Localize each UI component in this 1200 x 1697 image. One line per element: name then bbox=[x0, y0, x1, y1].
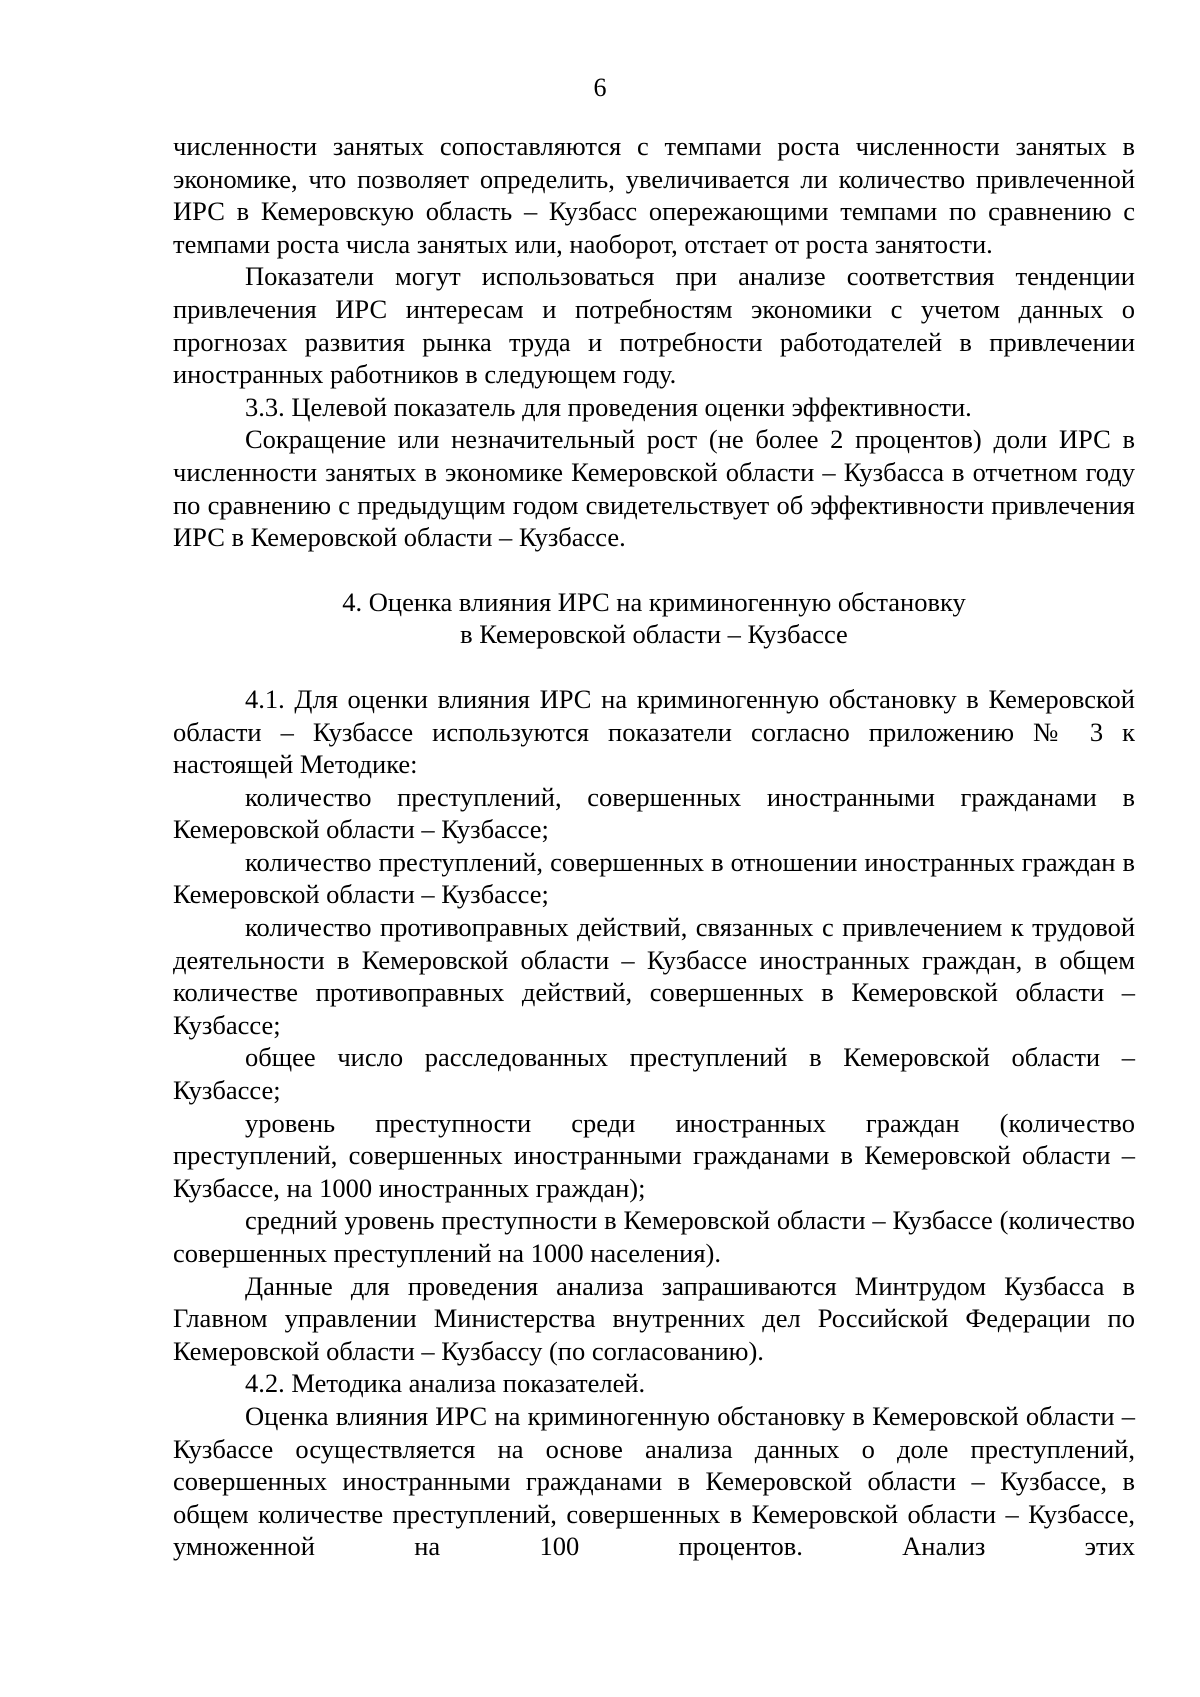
paragraph: 3.3. Целевой показатель для проведения оценки эффективности. bbox=[245, 391, 972, 422]
section-heading-line-2: в Кемеровской области – Кузбассе bbox=[460, 619, 848, 650]
paragraph: количество преступлений, совершенных в отношении иностранных граждан в Кемеровской области – Кузбассе; bbox=[173, 846, 1135, 910]
paragraph: количество преступлений, совершенных иностранными гражданами в Кемеровской области – Кузбассе; bbox=[173, 781, 1135, 845]
paragraphs-before bbox=[173, 130, 1135, 554]
paragraph: общее число расследованных преступлений в Кемеровской области – Кузбассе; bbox=[173, 1042, 1135, 1106]
paragraph: Сокращение или незначительный рост (не более 2 процентов) доли ИРС в численности занятых в экономике Кемеровской области – Кузбасса в отчетном году по сравнению с предыдущим годом свидетельствует об эффективности привлечения ИРС в Кемеровской области – Кузбассе. bbox=[173, 424, 1135, 553]
page-number: 6 bbox=[593, 73, 607, 102]
paragraph: уровень преступности среди иностранных граждан (количество преступлений, совершенных иностранными гражданами в Кемеровской области – Кузбассе, на 1000 иностранных граждан); bbox=[173, 1107, 1135, 1203]
paragraphs-after bbox=[173, 683, 1135, 1563]
section-heading-line-1: 4. Оценка влияния ИРС на криминогенную обстановку bbox=[342, 586, 966, 617]
paragraph: Данные для проведения анализа запрашиваются Минтрудом Кузбасса в Главном управлении Министерства внутренних дел Российской Федерации по Кемеровской области – Кузбассу (по согласованию). bbox=[173, 1270, 1135, 1366]
section-heading bbox=[173, 586, 1135, 651]
paragraph: 4.2. Методика анализа показателей. bbox=[245, 1368, 646, 1399]
paragraph: Оценка влияния ИРС на криминогенную обстановку в Кемеровской области – Кузбассе осуществляется на основе анализа данных о доле преступлений, совершенных иностранными гражданами в Кемеровской области – Кузбассе, в общем количестве преступлений, совершенных в Кемеровской области – Кузбассе, умноженной на 100 процентов. Анализ этих bbox=[173, 1400, 1135, 1562]
paragraph: численности занятых сопоставляются с темпами роста численности занятых в экономике, что позволяет определить, увеличивается ли количество привлеченной ИРС в Кемеровскую область – Кузбасс опережающими темпами по сравнению с темпами роста числа занятых или, наоборот, отстает от роста занятости. bbox=[173, 131, 1135, 259]
document-body bbox=[173, 130, 1135, 1563]
paragraph: Показатели могут использоваться при анализе соответствия тенденции привлечения ИРС интересам и потребностям экономики с учетом данных о прогнозах развития рынка труда и потребности работодателей в привлечении иностранных работников в следующем году. bbox=[173, 261, 1135, 390]
paragraph: количество противоправных действий, связанных с привлечением к трудовой деятельности в Кемеровской области – Кузбассе иностранных граждан, в общем количестве противоправных действий, совершенных в Кемеровской области – Кузбассе; bbox=[173, 912, 1135, 1040]
paragraph: 4.1. Для оценки влияния ИРС на криминогенную обстановку в Кемеровской области – Кузбассе используются показатели согласно приложению № 3 к настоящей Методике: bbox=[173, 683, 1135, 780]
paragraph: средний уровень преступности в Кемеровской области – Кузбассе (количество совершенных преступлений на 1000 населения). bbox=[173, 1205, 1135, 1268]
